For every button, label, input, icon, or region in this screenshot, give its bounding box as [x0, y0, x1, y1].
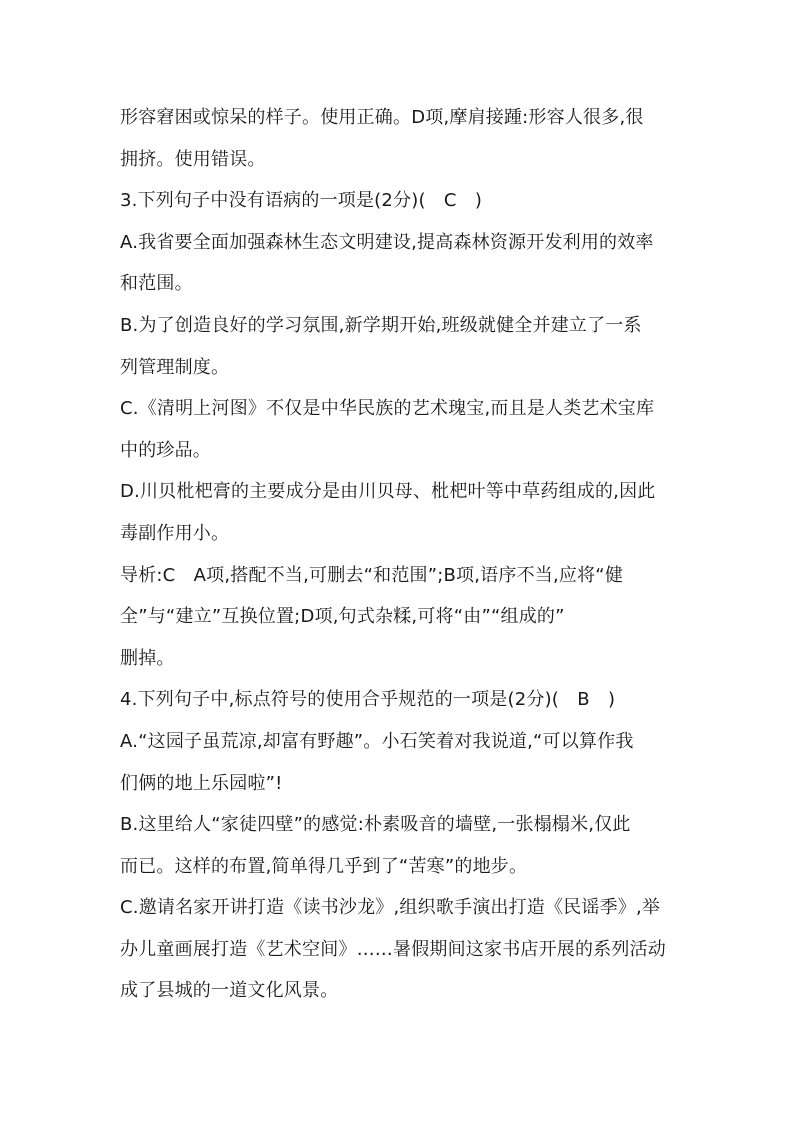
- question-4-option-b: B.这里给人“家徒四壁”的感觉:朴素吸音的墙壁,一张榻榻米,仅此: [120, 814, 631, 836]
- text-line: 办儿童画展打造《艺术空间》……暑假期间这家书店开展的系列活动: [120, 938, 666, 960]
- question-4-option-a: A.“这园子虽荒凉,却富有野趣”。小石笑着对我说道,“可以算作我: [120, 730, 634, 752]
- text-line: 毒副作用小。: [120, 522, 230, 544]
- question-3-analysis: 导析:C A项,搭配不当,可删去“和范围”;B项,语序不当,应将“健: [120, 564, 624, 586]
- text-line: 删掉。: [120, 647, 175, 669]
- question-3-option-b: B.为了创造良好的学习氛围,新学期开始,班级就健全并建立了一系: [120, 314, 642, 336]
- text-line: 们俩的地上乐园啦”!: [120, 772, 283, 794]
- text-line: 而已。这样的布置,简单得几乎到了“苦寒”的地步。: [120, 855, 528, 877]
- question-4-stem: 4.下列句子中,标点符号的使用合乎规范的一项是(2分)( B ): [120, 689, 616, 711]
- text-line: 中的珍品。: [120, 439, 211, 461]
- question-3-option-c: C.《清明上河图》不仅是中华民族的艺术瑰宝,而且是人类艺术宝库: [120, 398, 655, 420]
- text-line: 列管理制度。: [120, 356, 230, 378]
- question-3-option-a: A.我省要全面加强森林生态文明建设,提高森林资源开发利用的效率: [120, 231, 654, 253]
- question-3-stem: 3.下列句子中没有语病的一项是(2分)( C ): [120, 190, 483, 212]
- question-3-option-d: D.川贝枇杷膏的主要成分是由川贝母、枇杷叶等中草药组成的,因此: [120, 481, 656, 503]
- document-body: [120, 97, 690, 1012]
- text-line: 和范围。: [120, 273, 193, 295]
- text-line: 形容窘困或惊呆的样子。使用正确。D项,摩肩接踵:形容人很多,很: [120, 107, 644, 128]
- question-4-option-c: C.邀请名家开讲打造《读书沙龙》,组织歌手演出打造《民谣季》,举: [120, 897, 661, 919]
- text-line: 成了县城的一道文化风景。: [120, 980, 339, 1002]
- text-line: 拥挤。使用错误。: [120, 148, 266, 170]
- text-line: 全”与“建立”互换位置;D项,句式杂糅,可将“由”“组成的”: [120, 606, 565, 628]
